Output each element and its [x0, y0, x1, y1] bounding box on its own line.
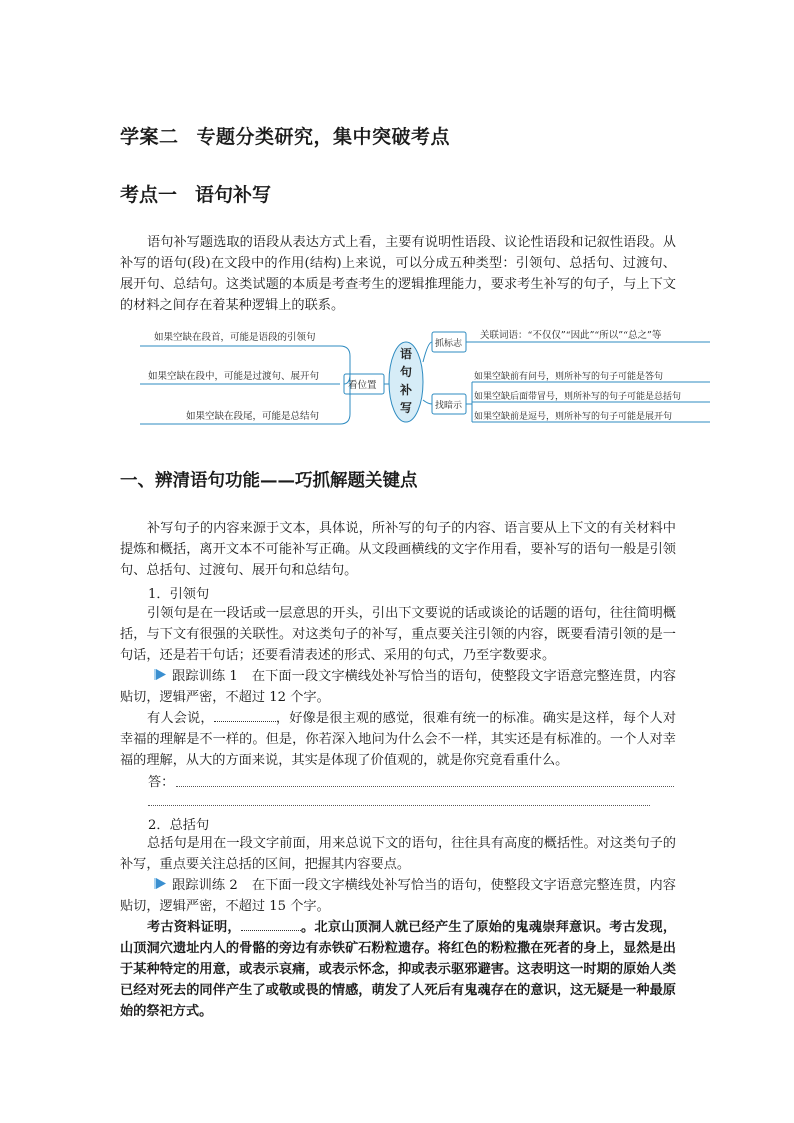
mind-map-diagram — [140, 322, 712, 428]
arrow-marker-icon — [154, 877, 168, 890]
training-1: 跟踪训练 1 在下面一段文字横线处补写恰当的语句，使整段文字语意完整连贯，内容贴切，逻辑严密，不超过 12 个字。 — [120, 669, 676, 705]
answer-label-1: 答： — [148, 775, 175, 790]
answer-blank-1[interactable] — [214, 709, 276, 722]
left-item-1: 如果空缺在段首，可能是语段的引领句 — [154, 332, 316, 343]
center-char-2: 句 — [399, 365, 413, 379]
right-bottom-item-2: 如果空缺后面带冒号，则所补写的句子可能是总括句 — [474, 392, 682, 402]
right-bottom-item-3: 如果空缺前是逗号，则所补写的句子可能是展开句 — [474, 412, 673, 422]
answer-blank-2[interactable] — [241, 918, 301, 931]
left-node-label: 看位置 — [348, 380, 377, 391]
right-bottom-node-label: 找暗示 — [435, 401, 463, 411]
right-top-branch — [423, 342, 432, 362]
answer-line-2[interactable] — [148, 804, 650, 806]
subheading-yinling: 1．引领句 — [148, 587, 210, 602]
page-title: 学案二 专题分类研究，集中突破考点 — [120, 126, 451, 148]
answer-line-1[interactable] — [176, 785, 674, 787]
right-top-item: 关联词语：“不仅仅”“因此”“所以”“总之”等 — [480, 330, 662, 341]
right-bottom-branch — [423, 400, 432, 404]
right-bottom-item-1: 如果空缺前有问号，则所补写的句子可能是答句 — [474, 372, 664, 382]
passage-1: 有人会说， ，好像是很主观的感觉，很难有统一的标准。确实是这样，每个人对幸福的理解是不一样的。但是，你若深入地问为什么会不一样，其实还是有标准的。一个人对幸福的理解，从大的方面来说，其实是体现了价值观的，就是你究竟看重什么。 — [120, 711, 677, 768]
center-char-3: 补 — [399, 383, 413, 397]
arrow-marker-icon — [154, 668, 168, 681]
intro-paragraph: 语句补写题选取的语段从表达方式上看，主要有说明性语段、议论性语段和记叙性语段。从补写的语句(段)在文段中的作用(结构)上来说，可以分成五种类型：引领句、总括句、过渡句、展开句、总结句。这类试题的本质是考查考生的逻辑推理能力，要求考生补写的句子，与上下文的材料之间存在着某种逻辑上的联系。 — [120, 235, 676, 313]
left-item-3: 如果空缺在段尾，可能是总结句 — [186, 411, 320, 422]
training-2: 跟踪训练 2 在下面一段文字横线处补写恰当的语句，使整段文字语意完整连贯，内容贴切，逻辑严密，不超过 15 个字。 — [120, 878, 676, 914]
left-item-2: 如果空缺在段中，可能是过渡句、展开句 — [148, 371, 320, 382]
section-heading: 一、辨清语句功能——巧抓解题关键点 — [120, 471, 418, 491]
right-top-node-label: 抓标志 — [435, 339, 463, 349]
kaodian-heading: 考点一 语句补写 — [120, 184, 272, 206]
zongkuo-paragraph: 总括句是用在一段文字前面，用来总说下文的语句，往往具有高度的概括性。对这类句子的补写，重点要关注总括的区间，把握其内容要点。 — [120, 836, 676, 872]
section-paragraph: 补写句子的内容来源于文本，具体说，所补写的句子的内容、语言要从上下文的有关材料中提炼和概括，离开文本不可能补写正确。从文段画横线的文字作用看，要补写的语句一般是引领句、总括句、过渡句、展开句和总结句。 — [120, 521, 676, 578]
center-char-4: 写 — [399, 401, 413, 415]
passage-2: 考古资料证明， 。北京山顶洞人就已经产生了原始的鬼魂崇拜意识。考古发现，山顶洞穴遗址内人的骨骼的旁边有赤铁矿石粉粒遗存。将红色的粉粒撒在死者的身上，显然是出于某种特定的用意，或表示哀痛，或表示怀念，抑或表示驱邪避害。这表明这一时期的原始人类已经对死去的同伴产生了或敬或畏的情感，萌发了人死后有鬼魂存在的意识，这无疑是一种最原始的祭祀方式。 — [120, 920, 677, 1019]
yinling-paragraph: 引领句是在一段话或一层意思的开头，引出下文要说的话或谈论的话题的语句，往往简明概括，与下文有很强的关联性。对这类句子的补写，重点要关注引领的内容，既要看清引领的是一句话，还是若干句话；还要看清表述的形式、采用的句式，乃至字数要求。 — [120, 606, 676, 663]
center-char-1: 语 — [399, 347, 413, 361]
subheading-zongkuo: 2．总括句 — [148, 818, 210, 833]
